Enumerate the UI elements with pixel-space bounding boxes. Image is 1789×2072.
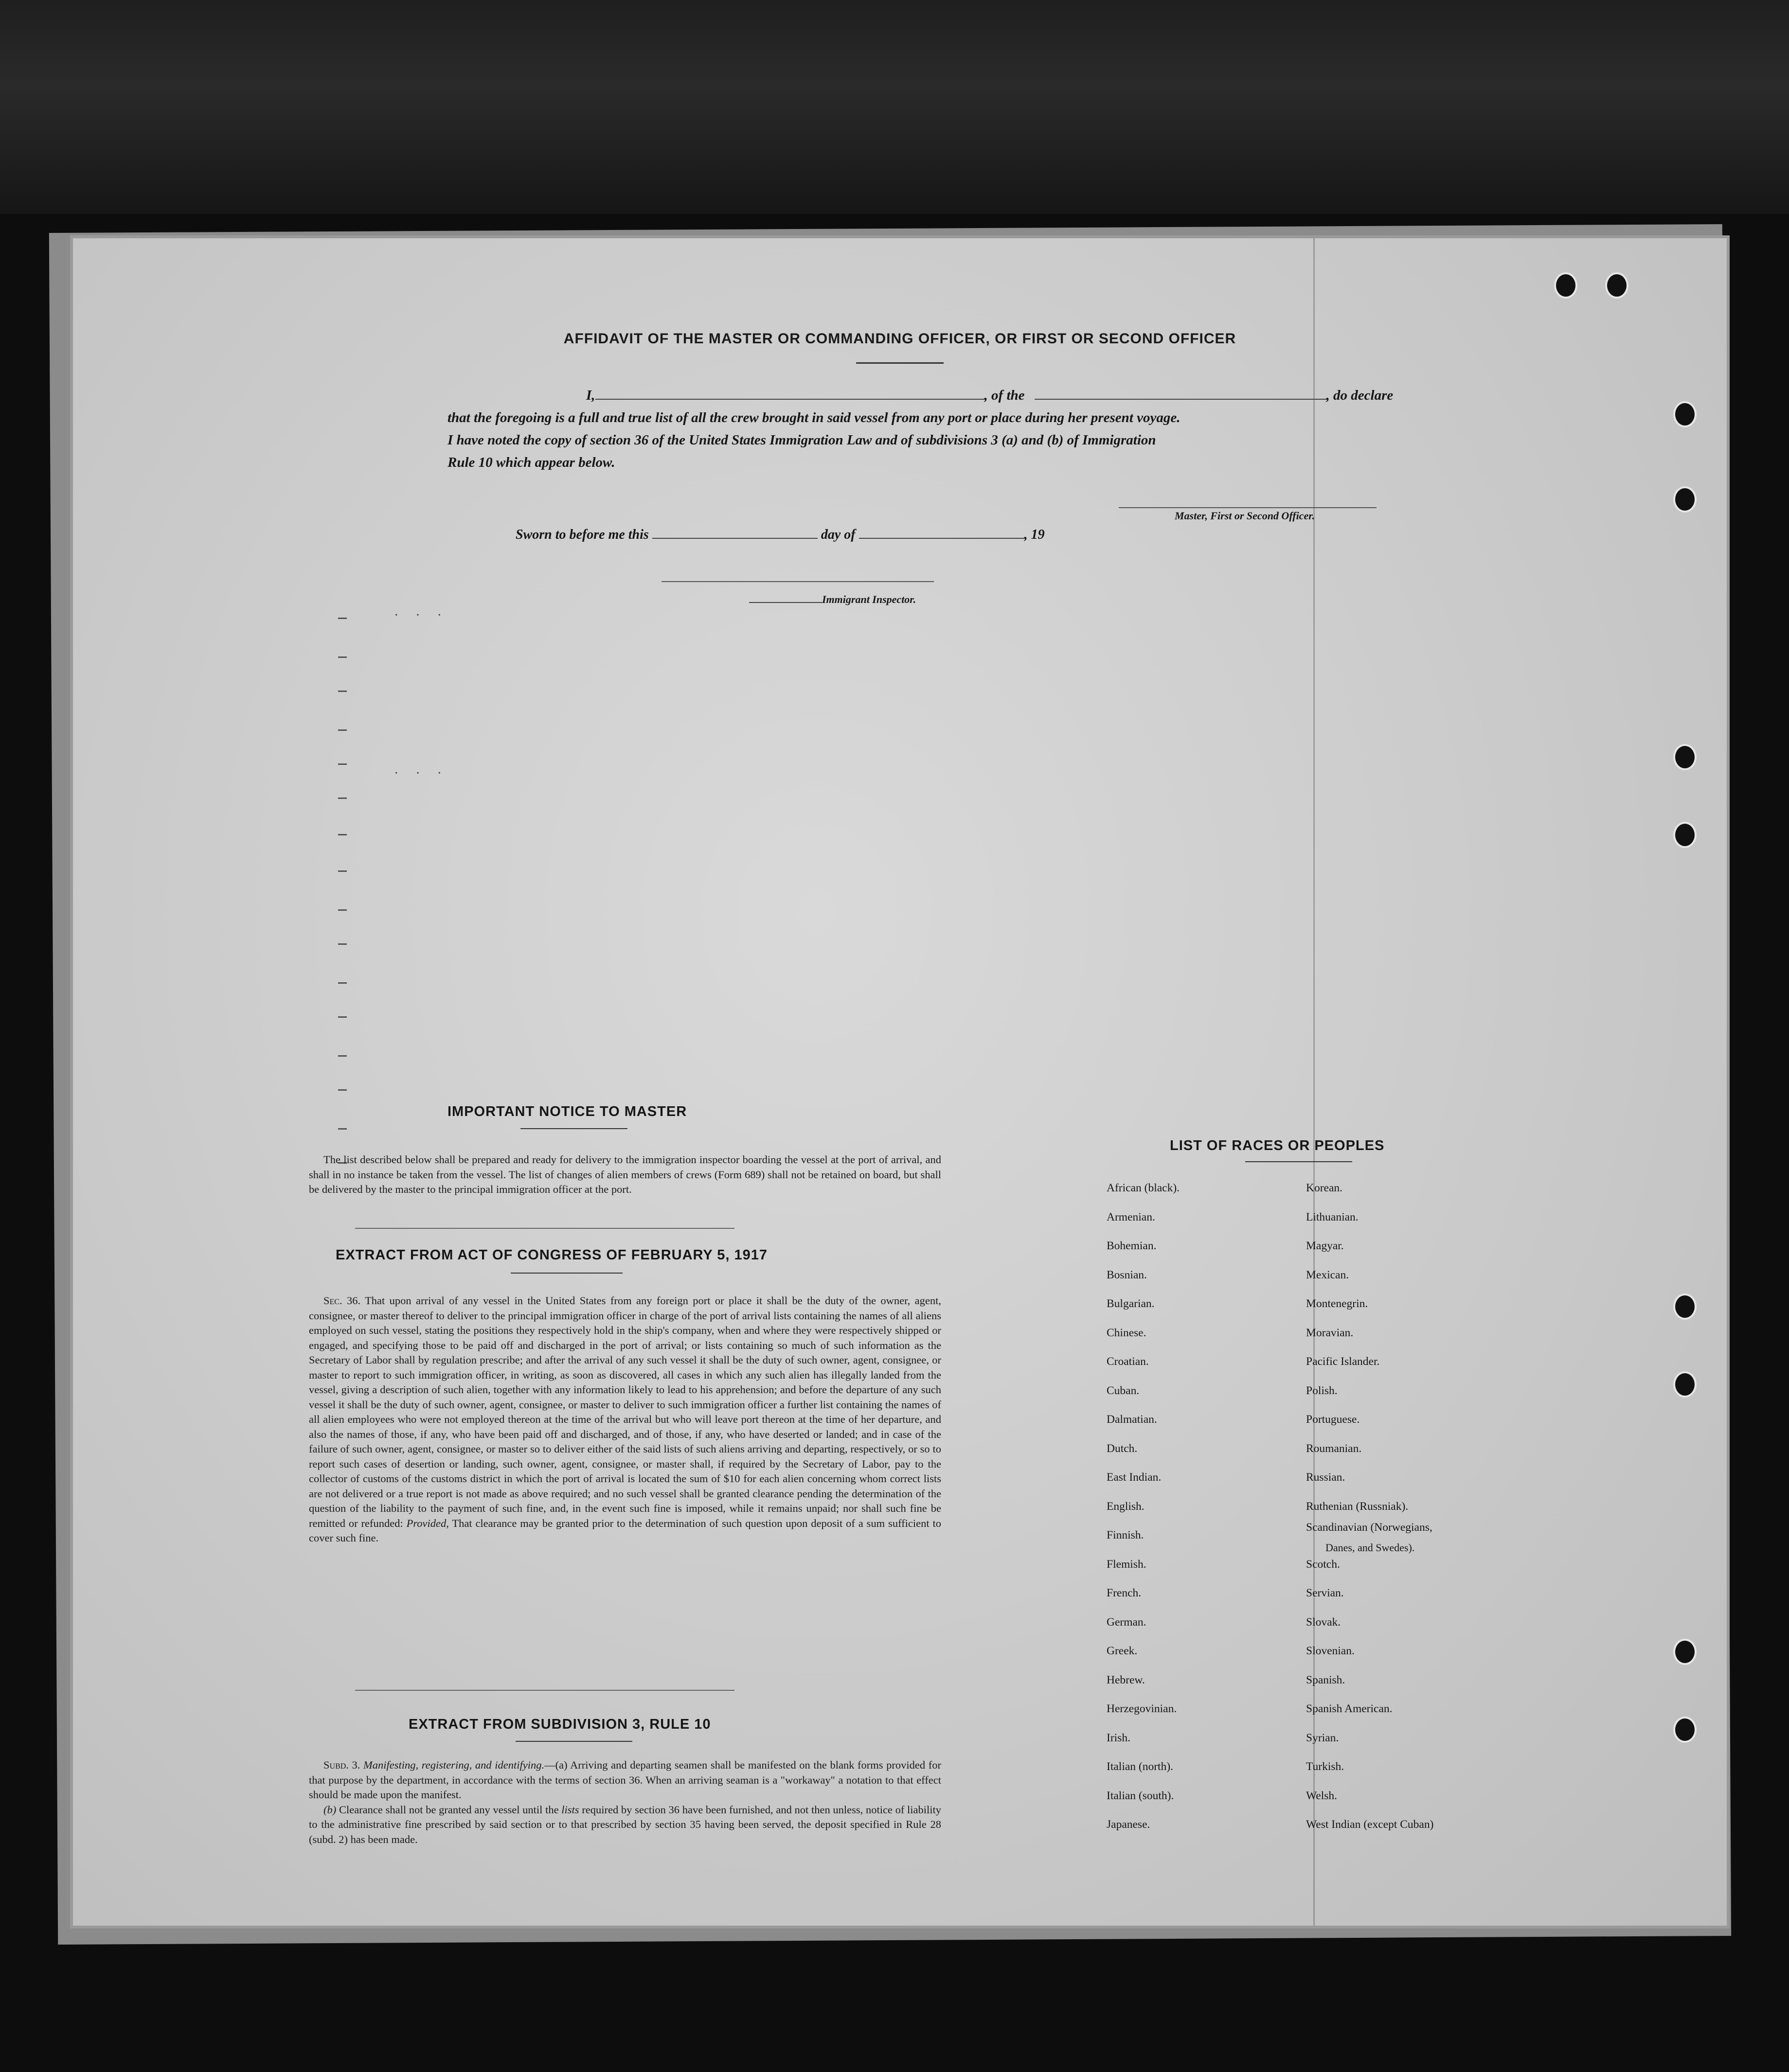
act-body-end: That clearance may be granted prior to the determination of such question upon deposit of a sum sufficient to cover such fine. — [309, 1517, 942, 1544]
race-item: French. — [1107, 1587, 1142, 1599]
race-item: Welsh. — [1306, 1789, 1338, 1802]
b-label: (b) — [323, 1803, 337, 1816]
race-item: Scandinavian (Norwegians, — [1306, 1521, 1432, 1534]
rule-para-a — [309, 1758, 941, 1803]
sworn-statement — [516, 525, 1045, 543]
binder-hole — [1673, 401, 1697, 427]
title-underline — [856, 362, 944, 364]
binder-hole — [1673, 1371, 1697, 1398]
vessel-name-field[interactable] — [1035, 386, 1326, 400]
notice-title: IMPORTANT NOTICE TO MASTER — [447, 1104, 687, 1119]
officer-name-field[interactable] — [595, 386, 984, 400]
race-item: West Indian (except Cuban) — [1306, 1818, 1434, 1831]
master-signature-label: Master, First or Second Officer. — [1175, 510, 1315, 522]
sworn-day-field[interactable] — [652, 525, 818, 539]
margin-tick — [338, 797, 347, 799]
race-item: Spanish American. — [1306, 1702, 1393, 1715]
races-underline — [1245, 1161, 1352, 1162]
race-item: Lithuanian. — [1306, 1210, 1359, 1223]
race-item: Italian (north). — [1107, 1760, 1174, 1773]
sworn-month-field[interactable] — [859, 525, 1024, 539]
margin-tick — [338, 834, 347, 835]
race-item: Chinese. — [1107, 1326, 1146, 1339]
race-item: Servian. — [1306, 1587, 1344, 1599]
document-page — [73, 238, 1727, 1926]
act-underline — [511, 1273, 623, 1274]
race-item: Finnish. — [1107, 1529, 1144, 1541]
margin-tick — [338, 1128, 347, 1130]
race-item: Bohemian. — [1107, 1240, 1157, 1252]
race-item: Ruthenian (Russniak). — [1306, 1500, 1409, 1513]
race-item: Irish. — [1107, 1731, 1130, 1744]
race-item: Turkish. — [1306, 1760, 1344, 1773]
faint-dots: · · · — [394, 766, 448, 781]
subd-label: Subd. 3. — [323, 1759, 360, 1771]
race-item: Dalmatian. — [1107, 1413, 1157, 1426]
race-item: Japanese. — [1107, 1818, 1150, 1831]
scan-background — [0, 0, 1789, 214]
race-item: African (black). — [1107, 1182, 1180, 1194]
binder-hole — [1673, 822, 1697, 848]
b-text1: Clearance shall not be granted any vessel until the — [339, 1803, 559, 1816]
race-item: Slovenian. — [1306, 1645, 1355, 1657]
race-item: Scotch. — [1306, 1558, 1340, 1571]
faint-dots: · · · — [394, 608, 448, 623]
i-label: I, — [586, 388, 595, 403]
race-item: Hebrew. — [1107, 1673, 1145, 1686]
race-item: Syrian. — [1306, 1731, 1339, 1744]
rule-text — [309, 1758, 941, 1847]
race-item: Moravian. — [1306, 1326, 1354, 1339]
provided-label: Provided, — [406, 1517, 449, 1529]
race-item: Cuban. — [1107, 1384, 1140, 1397]
races-title: LIST OF RACES OR PEOPLES — [1170, 1138, 1385, 1153]
binder-hole — [1673, 1639, 1697, 1665]
race-item: Bosnian. — [1107, 1268, 1147, 1281]
race-item: East Indian. — [1107, 1471, 1162, 1484]
margin-tick — [338, 909, 347, 911]
race-item: Bulgarian. — [1107, 1297, 1155, 1310]
race-item: Dutch. — [1107, 1442, 1138, 1455]
race-item: Magyar. — [1306, 1240, 1344, 1252]
race-item: Russian. — [1306, 1471, 1345, 1484]
section-divider — [355, 1228, 734, 1229]
race-item: Pacific Islander. — [1306, 1355, 1380, 1368]
race-item: Slovak. — [1306, 1615, 1341, 1629]
inspector-signature-line[interactable] — [662, 581, 934, 582]
b-text2: required by section 36 have been furnished, and not then unless, notice of liability to the administrative fine prescribed by said section or to that prescribed by section 35 having been served, the deposit specified in Rule 28 (subd. 2) has been made. — [309, 1803, 942, 1845]
affidavit-line1 — [447, 384, 1459, 407]
margin-tick — [338, 1016, 347, 1018]
affidavit-line2: that the foregoing is a full and true list of all the crew brought in said vessel from any port or place during her present voyage. — [447, 410, 1181, 425]
inspector-name-field[interactable] — [749, 595, 822, 603]
margin-tick — [338, 763, 347, 765]
race-item: Greek. — [1107, 1645, 1138, 1657]
race-item: Portuguese. — [1306, 1413, 1360, 1426]
act-body: That upon arrival of any vessel in the United States from any foreign port or place it shall be the duty of the owner, agent, consignee, or master thereof to deliver to the principal immigration officer in charge of the port of arrival lists containing the names of all aliens employed on such vessel, stating the positions they respectively hold in the ship's company, when and where they were respectively shipped or engaged, and specifying those to be paid off and discharged in the port of arrival; or lists containing so much of such information as the Secretary of Labor shall by regulation prescribe; and after the arrival of any such vessel it shall be the duty of such owner, agent, consignee, or master to report to such immigration officer, in writing, as soon as discovered, all cases in which any such alien has illegally landed from the vessel, giving a description of such alien, together with any information likely to lead to his apprehension; and before the departure of any such vessel it shall be the duty of such owner, agent, consignee, or master to deliver to such immigration officer a further list containing the names of all alien employees who were not employed thereon at the time of the arrival but who will leave port thereon at the time of her departure, and also the names of those, if any, who have been paid off and discharged, and of those, if any, who have deserted or landed; and in case of the failure of such owner, agent, consignee, or master so to deliver either of the said lists of such aliens arriving and departing, respectively, or so to report such cases of desertion or landing, such owner, agent, consignee, or master shall, if required by the Secretary of Labor, pay to the collector of customs of the customs district in which the port of arrival is located the sum of $10 for each alien concerning whom correct lists are not delivered or a true report is not made as above required; and no such vessel shall be granted clearance pending the determination of the question of the liability to the payment of such fine, and, in the event such fine is imposed, while it remains unpaid; nor shall such fine be remitted or refunded: — [309, 1294, 942, 1529]
race-item: English. — [1107, 1500, 1145, 1513]
race-item-continuation: Danes, and Swedes). — [1325, 1541, 1415, 1554]
inspector-signature-label — [749, 593, 916, 606]
margin-tick — [338, 943, 347, 945]
inspector-label-text: Immigrant Inspector. — [822, 593, 916, 605]
master-signature-line[interactable] — [1119, 507, 1377, 508]
b-lists: lists — [561, 1803, 579, 1816]
binder-hole — [1673, 1293, 1697, 1320]
subd-heading: Manifesting, registering, and identifying. — [363, 1759, 545, 1771]
margin-tick — [338, 982, 347, 984]
race-item: Italian (south). — [1107, 1789, 1174, 1802]
sworn-prefix: Sworn to before me this — [516, 527, 649, 542]
margin-tick — [338, 1055, 347, 1057]
race-item: Flemish. — [1107, 1558, 1146, 1571]
sec-label: Sec. 36. — [323, 1294, 361, 1307]
notice-underline — [520, 1128, 627, 1129]
race-item: Mexican. — [1306, 1268, 1349, 1281]
race-item: Montenegrin. — [1306, 1297, 1368, 1310]
race-item: German. — [1107, 1615, 1146, 1629]
affidavit-line3: I have noted the copy of section 36 of the United States Immigration Law and of subdivisions 3 (a) and (b) of Immigration — [447, 432, 1156, 448]
race-item: Croatian. — [1107, 1355, 1149, 1368]
race-item: Armenian. — [1107, 1210, 1155, 1223]
race-item: Roumanian. — [1306, 1442, 1362, 1455]
race-item: Spanish. — [1306, 1673, 1345, 1686]
notice-text: The list described below shall be prepared and ready for delivery to the immigration inspector boarding the vessel at the port of arrival, and shall in no instance be taken from the vessel. The list of changes of alien members of crews (Form 689) shall not be retained on board, but shall be delivered by the master to the principal immigration officer at the port. — [309, 1153, 941, 1195]
binder-hole — [1605, 272, 1628, 299]
of-the-label: , of the — [984, 388, 1025, 403]
do-declare-label: , do declare — [1326, 388, 1394, 403]
act-text — [309, 1293, 941, 1546]
sworn-day-label: day of — [821, 527, 856, 542]
fold-crease — [1313, 238, 1315, 1926]
affidavit-line4: Rule 10 which appear below. — [447, 455, 615, 470]
binder-hole — [1673, 1717, 1697, 1743]
race-item: Korean. — [1306, 1182, 1343, 1194]
race-item: Herzegovinian. — [1107, 1702, 1177, 1715]
margin-tick — [338, 691, 347, 692]
margin-tick — [338, 1089, 347, 1091]
rule-underline — [516, 1741, 632, 1742]
rule-title: EXTRACT FROM SUBDIVISION 3, RULE 10 — [409, 1717, 711, 1732]
binder-hole — [1554, 272, 1577, 299]
race-item: Polish. — [1306, 1384, 1338, 1397]
sworn-year-label: , 19 — [1024, 527, 1045, 542]
affidavit-title: AFFIDAVIT OF THE MASTER OR COMMANDING OFFICER, OR FIRST OR SECOND OFFICER — [563, 331, 1236, 347]
margin-tick — [338, 870, 347, 872]
subd-a-text: —(a) Arriving and departing seamen shall be manifested on the blank forms provided for that purpose by the department, in accordance with the terms of section 36. When an arriving seaman is a "workaway" a notation to that effect should be made upon the manifest. — [309, 1759, 941, 1801]
margin-tick — [338, 729, 347, 731]
binder-hole — [1673, 486, 1697, 513]
affidavit-text — [447, 384, 1459, 474]
act-title: EXTRACT FROM ACT OF CONGRESS OF FEBRUARY 5, 1917 — [336, 1247, 768, 1263]
rule-para-b — [309, 1803, 941, 1847]
margin-tick — [338, 656, 347, 658]
section-divider — [355, 1690, 734, 1691]
margin-tick — [338, 618, 347, 619]
binder-hole — [1673, 744, 1697, 770]
